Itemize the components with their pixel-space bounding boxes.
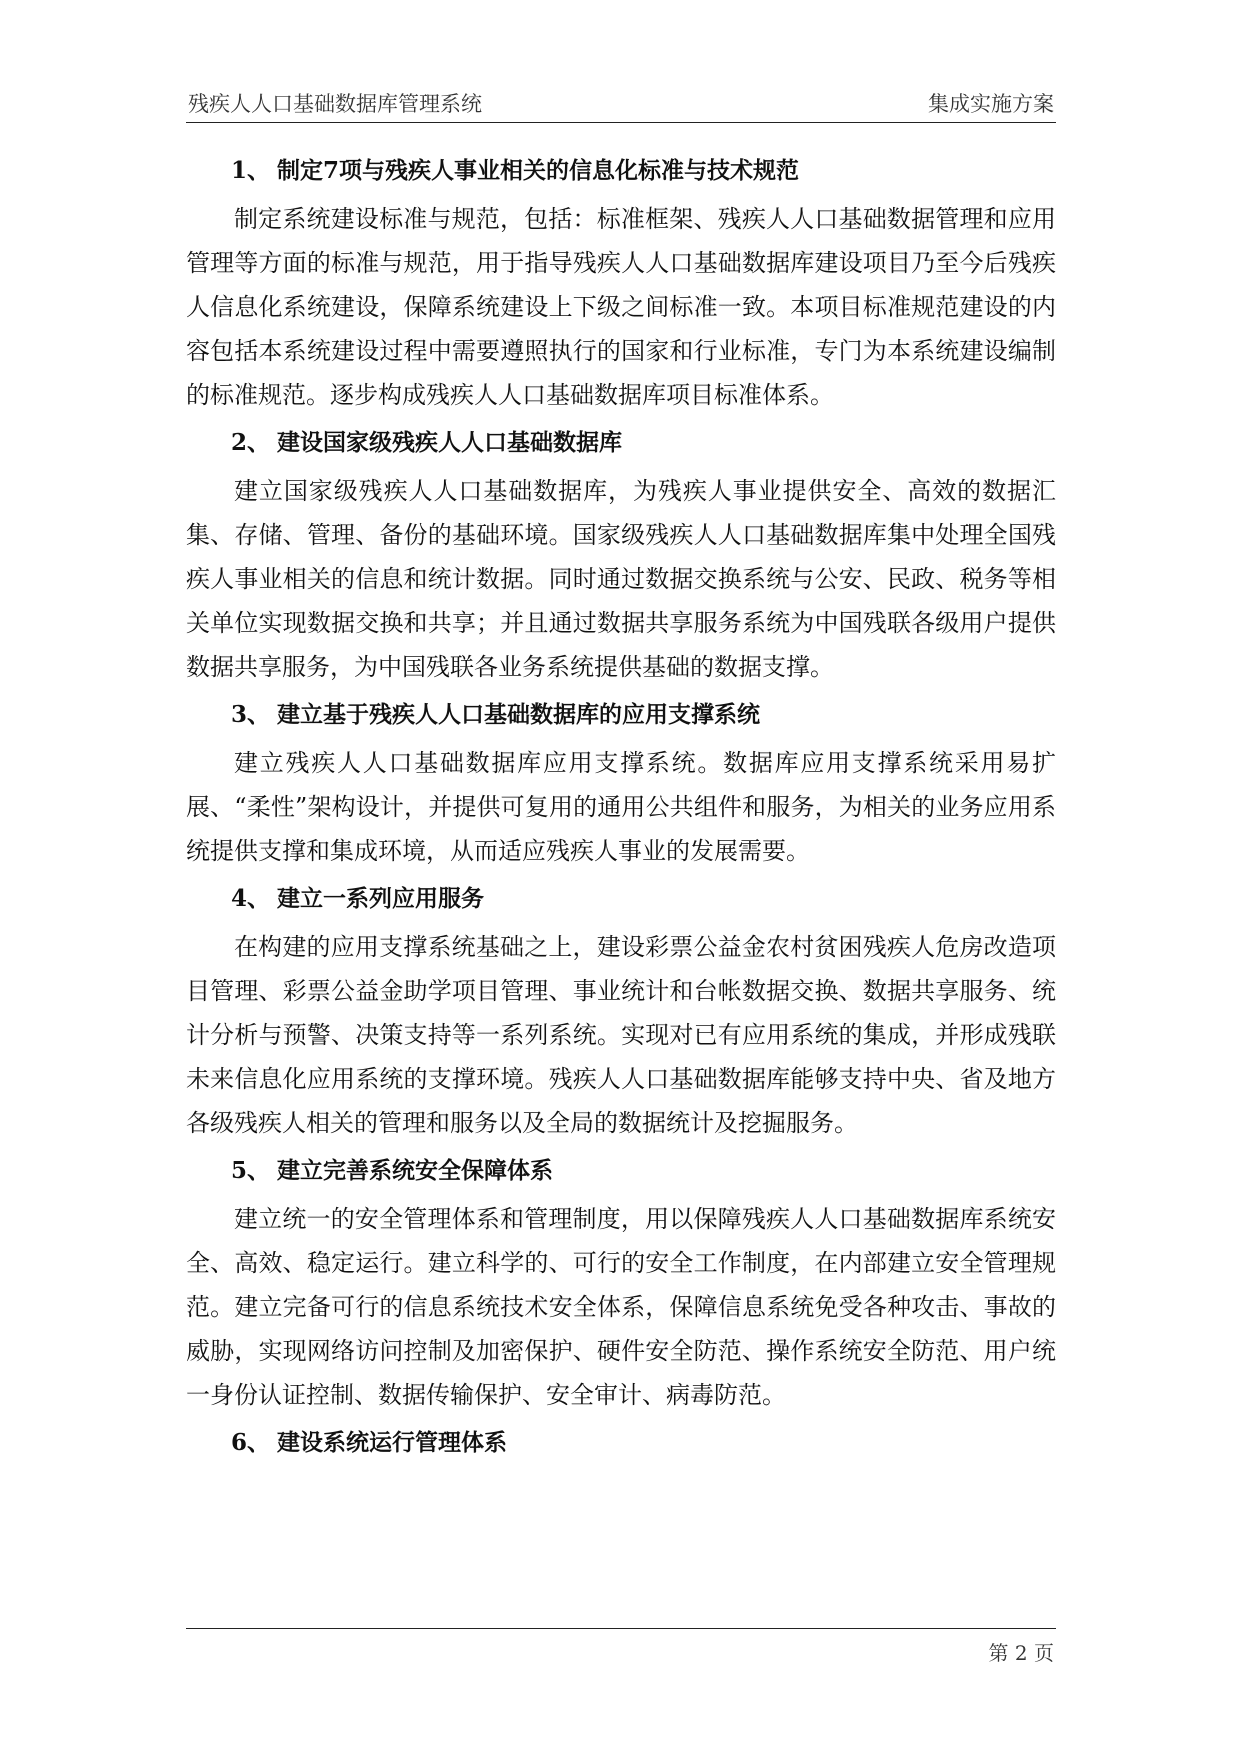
- section-heading: [186, 150, 1056, 192]
- section-number: 6、: [231, 1429, 271, 1456]
- section-number: 4、: [231, 885, 271, 912]
- section-number: 2、: [231, 429, 271, 456]
- page-header: [186, 88, 1056, 123]
- page-footer: [186, 1628, 1056, 1665]
- section-number: 5、: [231, 1157, 271, 1184]
- section-paragraph: 制定系统建设标准与规范，包括：标准框架、残疾人人口基础数据管理和应用管理等方面的标准与规范，用于指导残疾人人口基础数据库建设项目乃至今后残疾人信息化系统建设，保障系统建设上下级之间标准一致。本项目标准规范建设的内容包括本系统建设过程中需要遵照执行的国家和行业标准，专门为本系统建设编制的标准规范。逐步构成残疾人人口基础数据库项目标准体系。: [186, 205, 1056, 409]
- section-paragraph: 建立国家级残疾人人口基础数据库，为残疾人事业提供安全、高效的数据汇集、存储、管理、备份的基础环境。国家级残疾人人口基础数据库集中处理全国残疾人事业相关的信息和统计数据。同时通过数据交换系统与公安、民政、税务等相关单位实现数据交换和共享；并且通过数据共享服务系统为中国残联各级用户提供数据共享服务，为中国残联各业务系统提供基础的数据支撑。: [186, 477, 1056, 681]
- document-body: [186, 150, 1056, 1469]
- section-title: 建立完善系统安全保障体系: [277, 1157, 553, 1184]
- section-number: 1、: [231, 157, 271, 184]
- page-number: 第 2 页: [988, 1641, 1054, 1665]
- section-title: 建立基于残疾人人口基础数据库的应用支撑系统: [277, 701, 760, 728]
- section-number: 3、: [231, 701, 271, 728]
- section-title: 建立一系列应用服务: [277, 885, 484, 912]
- section-heading: [186, 694, 1056, 736]
- document-title: 残疾人人口基础数据库管理系统: [188, 92, 482, 116]
- section-title: 建设国家级残疾人人口基础数据库: [277, 429, 622, 456]
- section-title: 制定7项与残疾人事业相关的信息化标准与技术规范: [277, 157, 800, 184]
- section-heading: [186, 422, 1056, 464]
- section-title: 建设系统运行管理体系: [277, 1429, 507, 1456]
- section-paragraph: 建立残疾人人口基础数据库应用支撑系统。数据库应用支撑系统采用易扩展、“柔性”架构设计，并提供可复用的通用公共组件和服务，为相关的业务应用系统提供支撑和集成环境，从而适应残疾人事业的发展需要。: [186, 749, 1056, 865]
- section-paragraph: 在构建的应用支撑系统基础之上，建设彩票公益金农村贫困残疾人危房改造项目管理、彩票公益金助学项目管理、事业统计和台帐数据交换、数据共享服务、统计分析与预警、决策支持等一系列系统。实现对已有应用系统的集成，并形成残联未来信息化应用系统的支撑环境。残疾人人口基础数据库能够支持中央、省及地方各级残疾人相关的管理和服务以及全局的数据统计及挖掘服务。: [186, 933, 1056, 1137]
- section-heading: [186, 878, 1056, 920]
- document-subtitle: 集成实施方案: [928, 92, 1054, 116]
- section-heading: [186, 1422, 1056, 1464]
- section-heading: [186, 1150, 1056, 1192]
- section-paragraph: 建立统一的安全管理体系和管理制度，用以保障残疾人人口基础数据库系统安全、高效、稳定运行。建立科学的、可行的安全工作制度，在内部建立安全管理规范。建立完备可行的信息系统技术安全体系，保障信息系统免受各种攻击、事故的威胁，实现网络访问控制及加密保护、硬件安全防范、操作系统安全防范、用户统一身份认证控制、数据传输保护、安全审计、病毒防范。: [186, 1205, 1056, 1409]
